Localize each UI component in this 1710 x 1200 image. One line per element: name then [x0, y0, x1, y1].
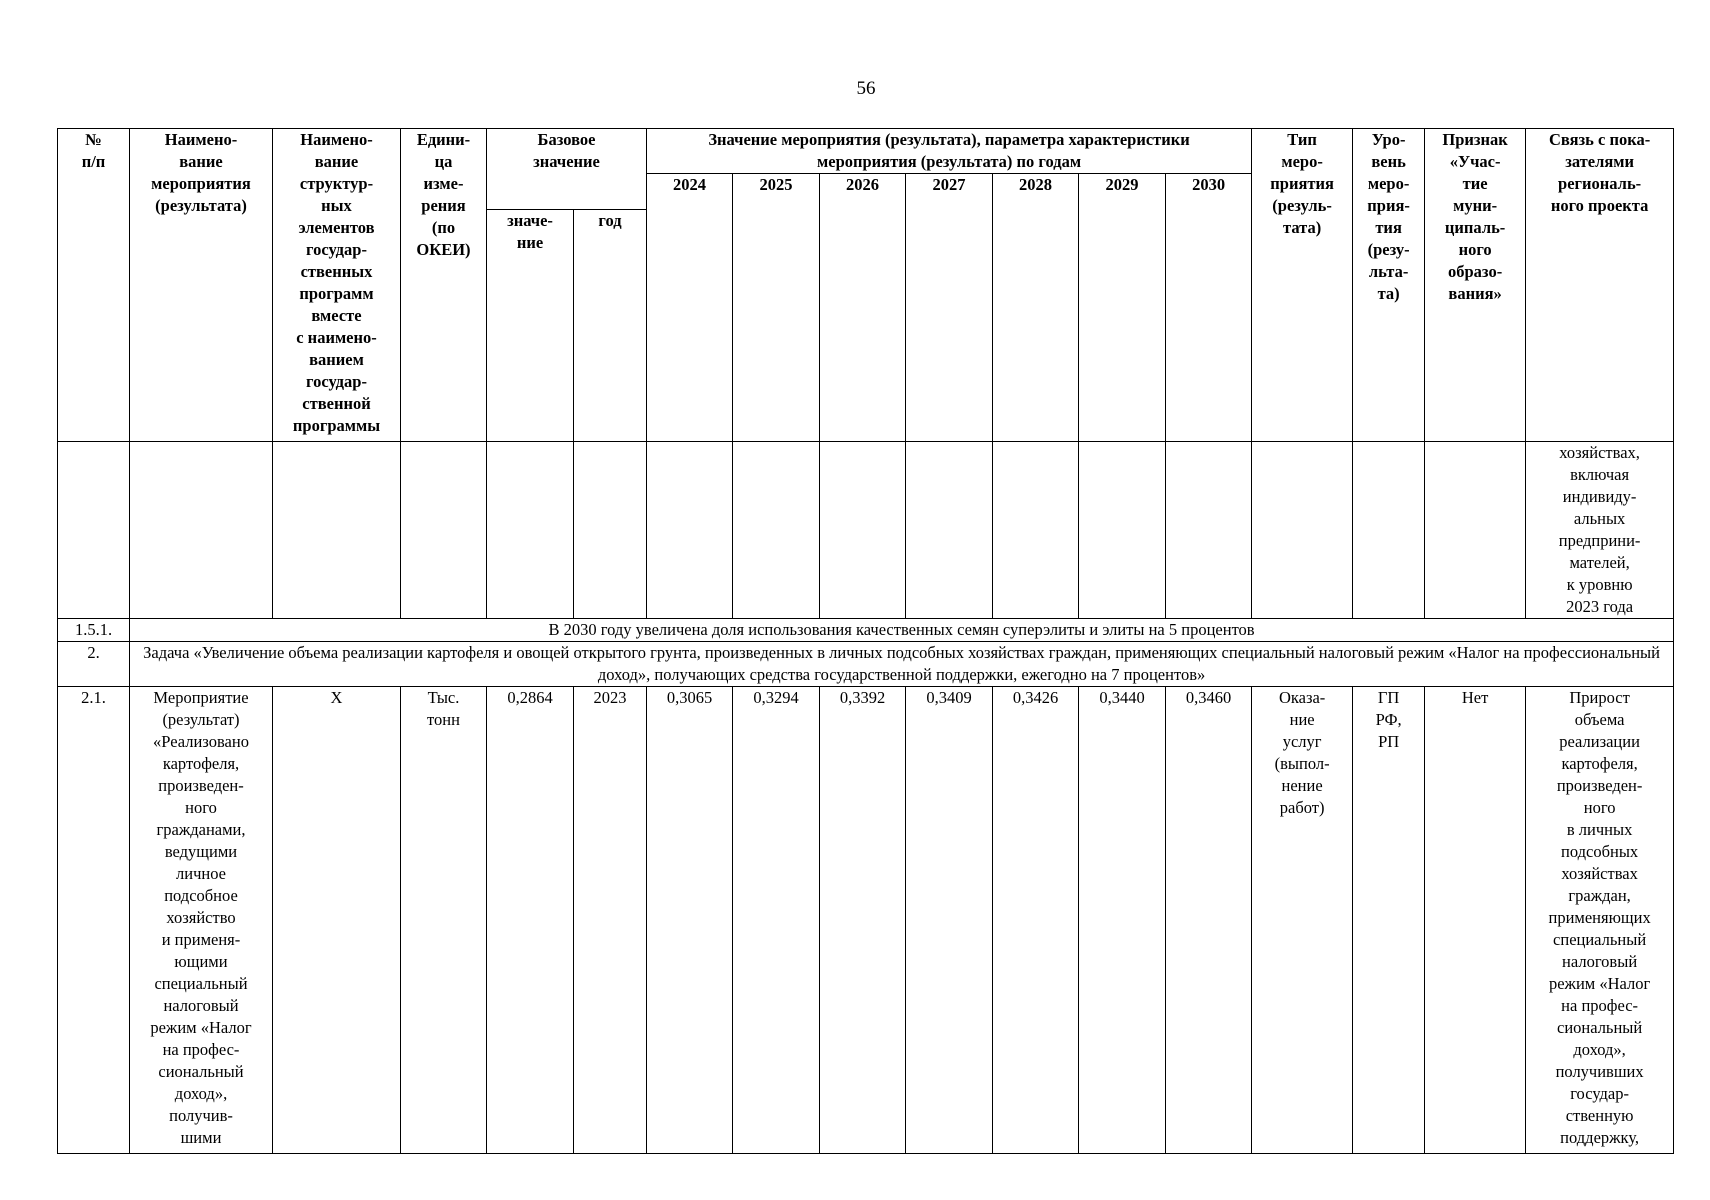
page-number: 56 [856, 78, 876, 99]
year-value: 0,3460 [1166, 687, 1252, 1154]
header-municipal: Признак «Учас- тие муни- ципаль- ного образо- вания» [1425, 129, 1526, 442]
municipal-flag: Нет [1425, 687, 1526, 1154]
table-cell [401, 442, 487, 619]
header-base-year: год [574, 210, 647, 442]
table-cell [487, 442, 574, 619]
measures-table [57, 128, 1674, 1154]
year-value: 0,3392 [820, 687, 906, 1154]
table-cell [273, 442, 401, 619]
header-year: 2028 [993, 174, 1079, 442]
table-cell [1425, 442, 1526, 619]
header-values-by-year: Значение мероприятия (результата), параметра характеристики мероприятия (результата) по годам [647, 129, 1252, 174]
table-cell [993, 442, 1079, 619]
table-cell [130, 442, 273, 619]
table-cell [733, 442, 820, 619]
table-row [58, 687, 1674, 1154]
event-name: Мероприятие (результат) «Реализовано картофеля, произведен- ного гражданами, ведущими личное подсобное хозяйство и применя- ющими специальный налоговый режим «Налог на профес- сиональный доход», получив- шими [130, 687, 273, 1154]
header-struct-name: Наимено- вание структур- ных элементов государ- ственных программ вместе с наимено- ванием государ- ственной программы [273, 129, 401, 442]
task-text: Задача «Увеличение объема реализации картофеля и овощей открытого грунта, произведенных в личных подсобных хозяйствах граждан, применяющих специальный налоговый режим «Налог на профессиональный доход», получающих средства государственной поддержки, ежегодно на 7 процентов» [130, 642, 1674, 687]
table-cell [1353, 442, 1425, 619]
table-row [58, 619, 1674, 642]
header-year: 2024 [647, 174, 733, 442]
header-base: Базовое значение [487, 129, 647, 210]
table-cell [1079, 442, 1166, 619]
header-level: Уро- вень меро- прия- тия (резу- льта- та) [1353, 129, 1425, 442]
table-cell [58, 442, 130, 619]
header-unit: Едини- ца изме- рения (по ОКЕИ) [401, 129, 487, 442]
event-level: ГП РФ, РП [1353, 687, 1425, 1154]
year-value: 0,3294 [733, 687, 820, 1154]
link-text: Прирост объема реализации картофеля, произведен- ного в личных подсобных хозяйствах граждан, применяющих специальный налоговый режим «Налог на профес- сиональный доход», получивших государ- ственную поддержку, [1526, 687, 1674, 1154]
struct-name: Х [273, 687, 401, 1154]
header-year: 2027 [906, 174, 993, 442]
table-row [58, 642, 1674, 687]
header-event-name: Наимено- вание мероприятия (результата) [130, 129, 273, 442]
table-cell [1252, 442, 1353, 619]
row-number: 2. [58, 642, 130, 687]
year-value: 0,3440 [1079, 687, 1166, 1154]
base-value: 0,2864 [487, 687, 574, 1154]
year-value: 0,3409 [906, 687, 993, 1154]
unit: Тыс. тонн [401, 687, 487, 1154]
header-year: 2029 [1079, 174, 1166, 442]
year-value: 0,3426 [993, 687, 1079, 1154]
event-type: Оказа- ние услуг (выпол- нение работ) [1252, 687, 1353, 1154]
header-link: Связь с пока- зателями региональ- ного проекта [1526, 129, 1674, 442]
header-year: 2030 [1166, 174, 1252, 442]
table-cell [574, 442, 647, 619]
base-year: 2023 [574, 687, 647, 1154]
header-row [58, 129, 1674, 174]
table-row [58, 442, 1674, 619]
table-cell [647, 442, 733, 619]
header-type: Тип меро- приятия (резуль- тата) [1252, 129, 1353, 442]
year-value: 0,3065 [647, 687, 733, 1154]
table-cell [906, 442, 993, 619]
header-num: № п/п [58, 129, 130, 442]
table-cell [1166, 442, 1252, 619]
table-cell [820, 442, 906, 619]
continuation-link-text: хозяйствах, включая индивиду- альных предприни- мателей, к уровню 2023 года [1526, 442, 1674, 619]
header-year: 2025 [733, 174, 820, 442]
result-text: В 2030 году увеличена доля использования качественных семян суперэлиты и элиты на 5 процентов [130, 619, 1674, 642]
row-number: 2.1. [58, 687, 130, 1154]
row-number: 1.5.1. [58, 619, 130, 642]
header-base-value: значе- ние [487, 210, 574, 442]
header-year: 2026 [820, 174, 906, 442]
